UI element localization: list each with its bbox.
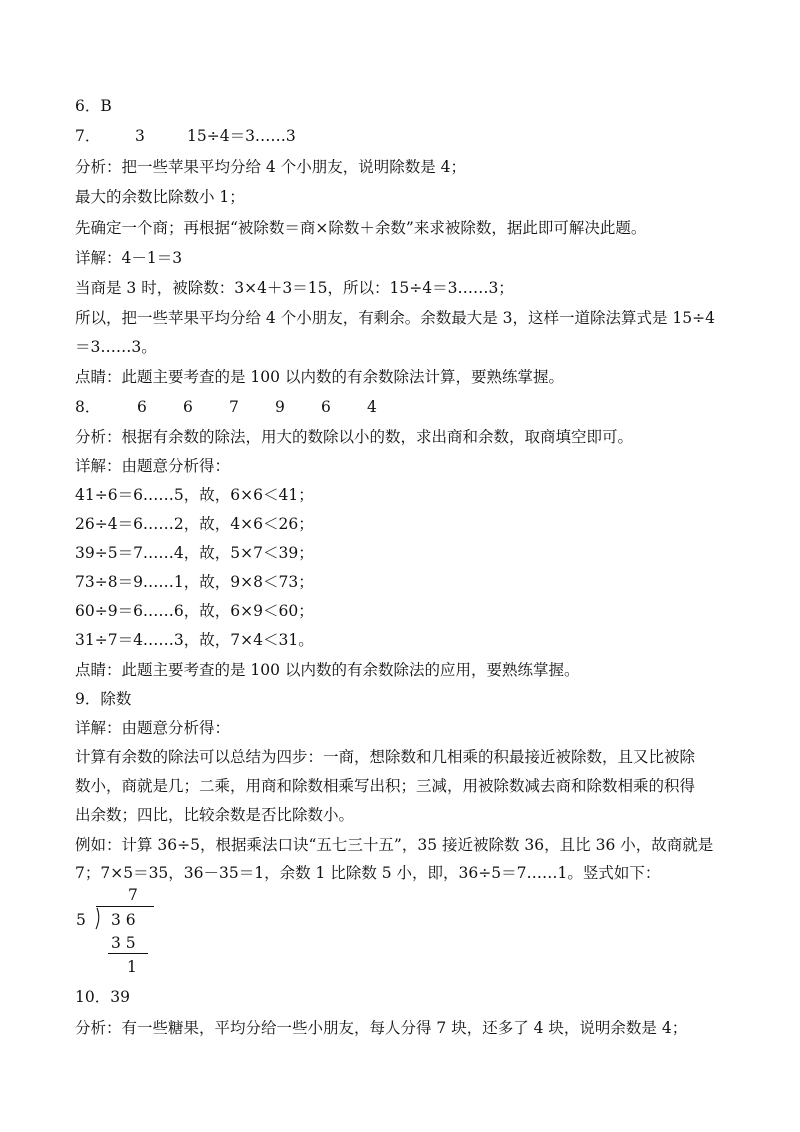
division-divisor: 5 bbox=[76, 911, 86, 929]
answer-8-value: 7 bbox=[229, 398, 239, 416]
answer-8-value: 6 bbox=[183, 398, 193, 416]
detail-7-line-1: 详解：4－1＝3 bbox=[75, 249, 183, 267]
long-division bbox=[70, 882, 190, 982]
example-9-line-1: 例如：计算 36÷5，根据乘法口诀“五七三十五”，35 接近被除数 36，且比 36 小，故商就是 bbox=[75, 836, 714, 854]
analysis-7-line-3: 先确定一个商；再根据“被除数＝商×除数＋余数”来求被除数，据此即可解决此题。 bbox=[75, 219, 647, 237]
division-remainder: 1 bbox=[127, 958, 137, 976]
detail-9-line: 出余数；四比，比较余数是否比除数小。 bbox=[75, 806, 355, 824]
answer-8-value: 6 bbox=[321, 398, 331, 416]
analysis-10: 分析：有一些糖果，平均分给一些小朋友，每人分得 7 块，还多了 4 块，说明余数是 4； bbox=[75, 1019, 688, 1037]
detail-7-line-4: ＝3……3。 bbox=[75, 338, 157, 356]
answer-8-number: 8． bbox=[75, 398, 101, 416]
detail-9-line: 计算有余数的除法可以总结为四步：一商，想除数和几相乘的积最接近被除数，且又比被除 bbox=[75, 748, 696, 766]
detail-9-heading: 详解：由题意分析得： bbox=[75, 719, 231, 737]
division-product: 3 5 bbox=[111, 934, 136, 952]
detail-7-line-3: 所以，把一些苹果平均分给 4 个小朋友，有剩余。余数最大是 3，这样一道除法算式是 15÷4 bbox=[75, 309, 716, 327]
comment-7: 点睛：此题主要考查的是 100 以内数的有余数除法计算，要熟练掌握。 bbox=[75, 368, 564, 386]
division-line bbox=[96, 906, 154, 907]
answer-7 bbox=[75, 125, 296, 147]
detail-8-line: 73÷8＝9……1，故，9×8＜73； bbox=[75, 573, 314, 591]
analysis-7-line-1: 分析：把一些苹果平均分给 4 个小朋友，说明除数是 4； bbox=[75, 158, 467, 176]
answer-8 bbox=[75, 396, 413, 418]
answer-8-value: 4 bbox=[367, 398, 377, 416]
division-quotient: 7 bbox=[128, 886, 138, 904]
answer-10: 10．39 bbox=[75, 988, 130, 1006]
example-9-line-2: 7；7×5＝35，36－35＝1，余数 1 比除数 5 小，即，36÷5＝7……1。竖式如下： bbox=[75, 864, 661, 882]
answer-8-value: 9 bbox=[275, 398, 285, 416]
detail-7-line-2: 当商是 3 时，被除数：3×4＋3＝15，所以：15÷4＝3……3； bbox=[75, 279, 514, 297]
detail-8-line: 39÷5＝7……4，故，5×7＜39； bbox=[75, 544, 314, 562]
detail-8-line: 60÷9＝6……6，故，6×9＜60； bbox=[75, 602, 314, 620]
answer-6: 6．B bbox=[75, 97, 112, 115]
answer-7-blank-1: 3 bbox=[135, 127, 145, 145]
detail-9-line: 数小，商就是几；二乘，用商和除数相乘写出积；三减，用被除数减去商和除数相乘的积得 bbox=[75, 777, 696, 795]
answer-7-number: 7． bbox=[75, 127, 101, 145]
answer-8-value: 6 bbox=[137, 398, 147, 416]
comment-8: 点睛：此题主要考查的是 100 以内数的有余数除法的应用，要熟练掌握。 bbox=[75, 661, 580, 679]
detail-8-line: 41÷6＝6……5，故，6×6＜41； bbox=[75, 486, 314, 504]
detail-8-heading: 详解：由题意分析得： bbox=[75, 457, 231, 475]
detail-8-line: 26÷4＝6……2，故，4×6＜26； bbox=[75, 515, 314, 533]
analysis-8: 分析：根据有余数的除法，用大的数除以小的数，求出商和余数，取商填空即可。 bbox=[75, 428, 634, 446]
division-dividend: 3 6 bbox=[111, 911, 136, 929]
subtraction-line bbox=[108, 953, 148, 954]
detail-8-line: 31÷7＝4……3，故，7×4＜31。 bbox=[75, 631, 314, 649]
analysis-7-line-2: 最大的余数比除数小 1； bbox=[75, 188, 245, 206]
answer-9: 9．除数 bbox=[75, 690, 132, 708]
answer-7-blank-2: 15÷4＝3……3 bbox=[187, 127, 296, 145]
